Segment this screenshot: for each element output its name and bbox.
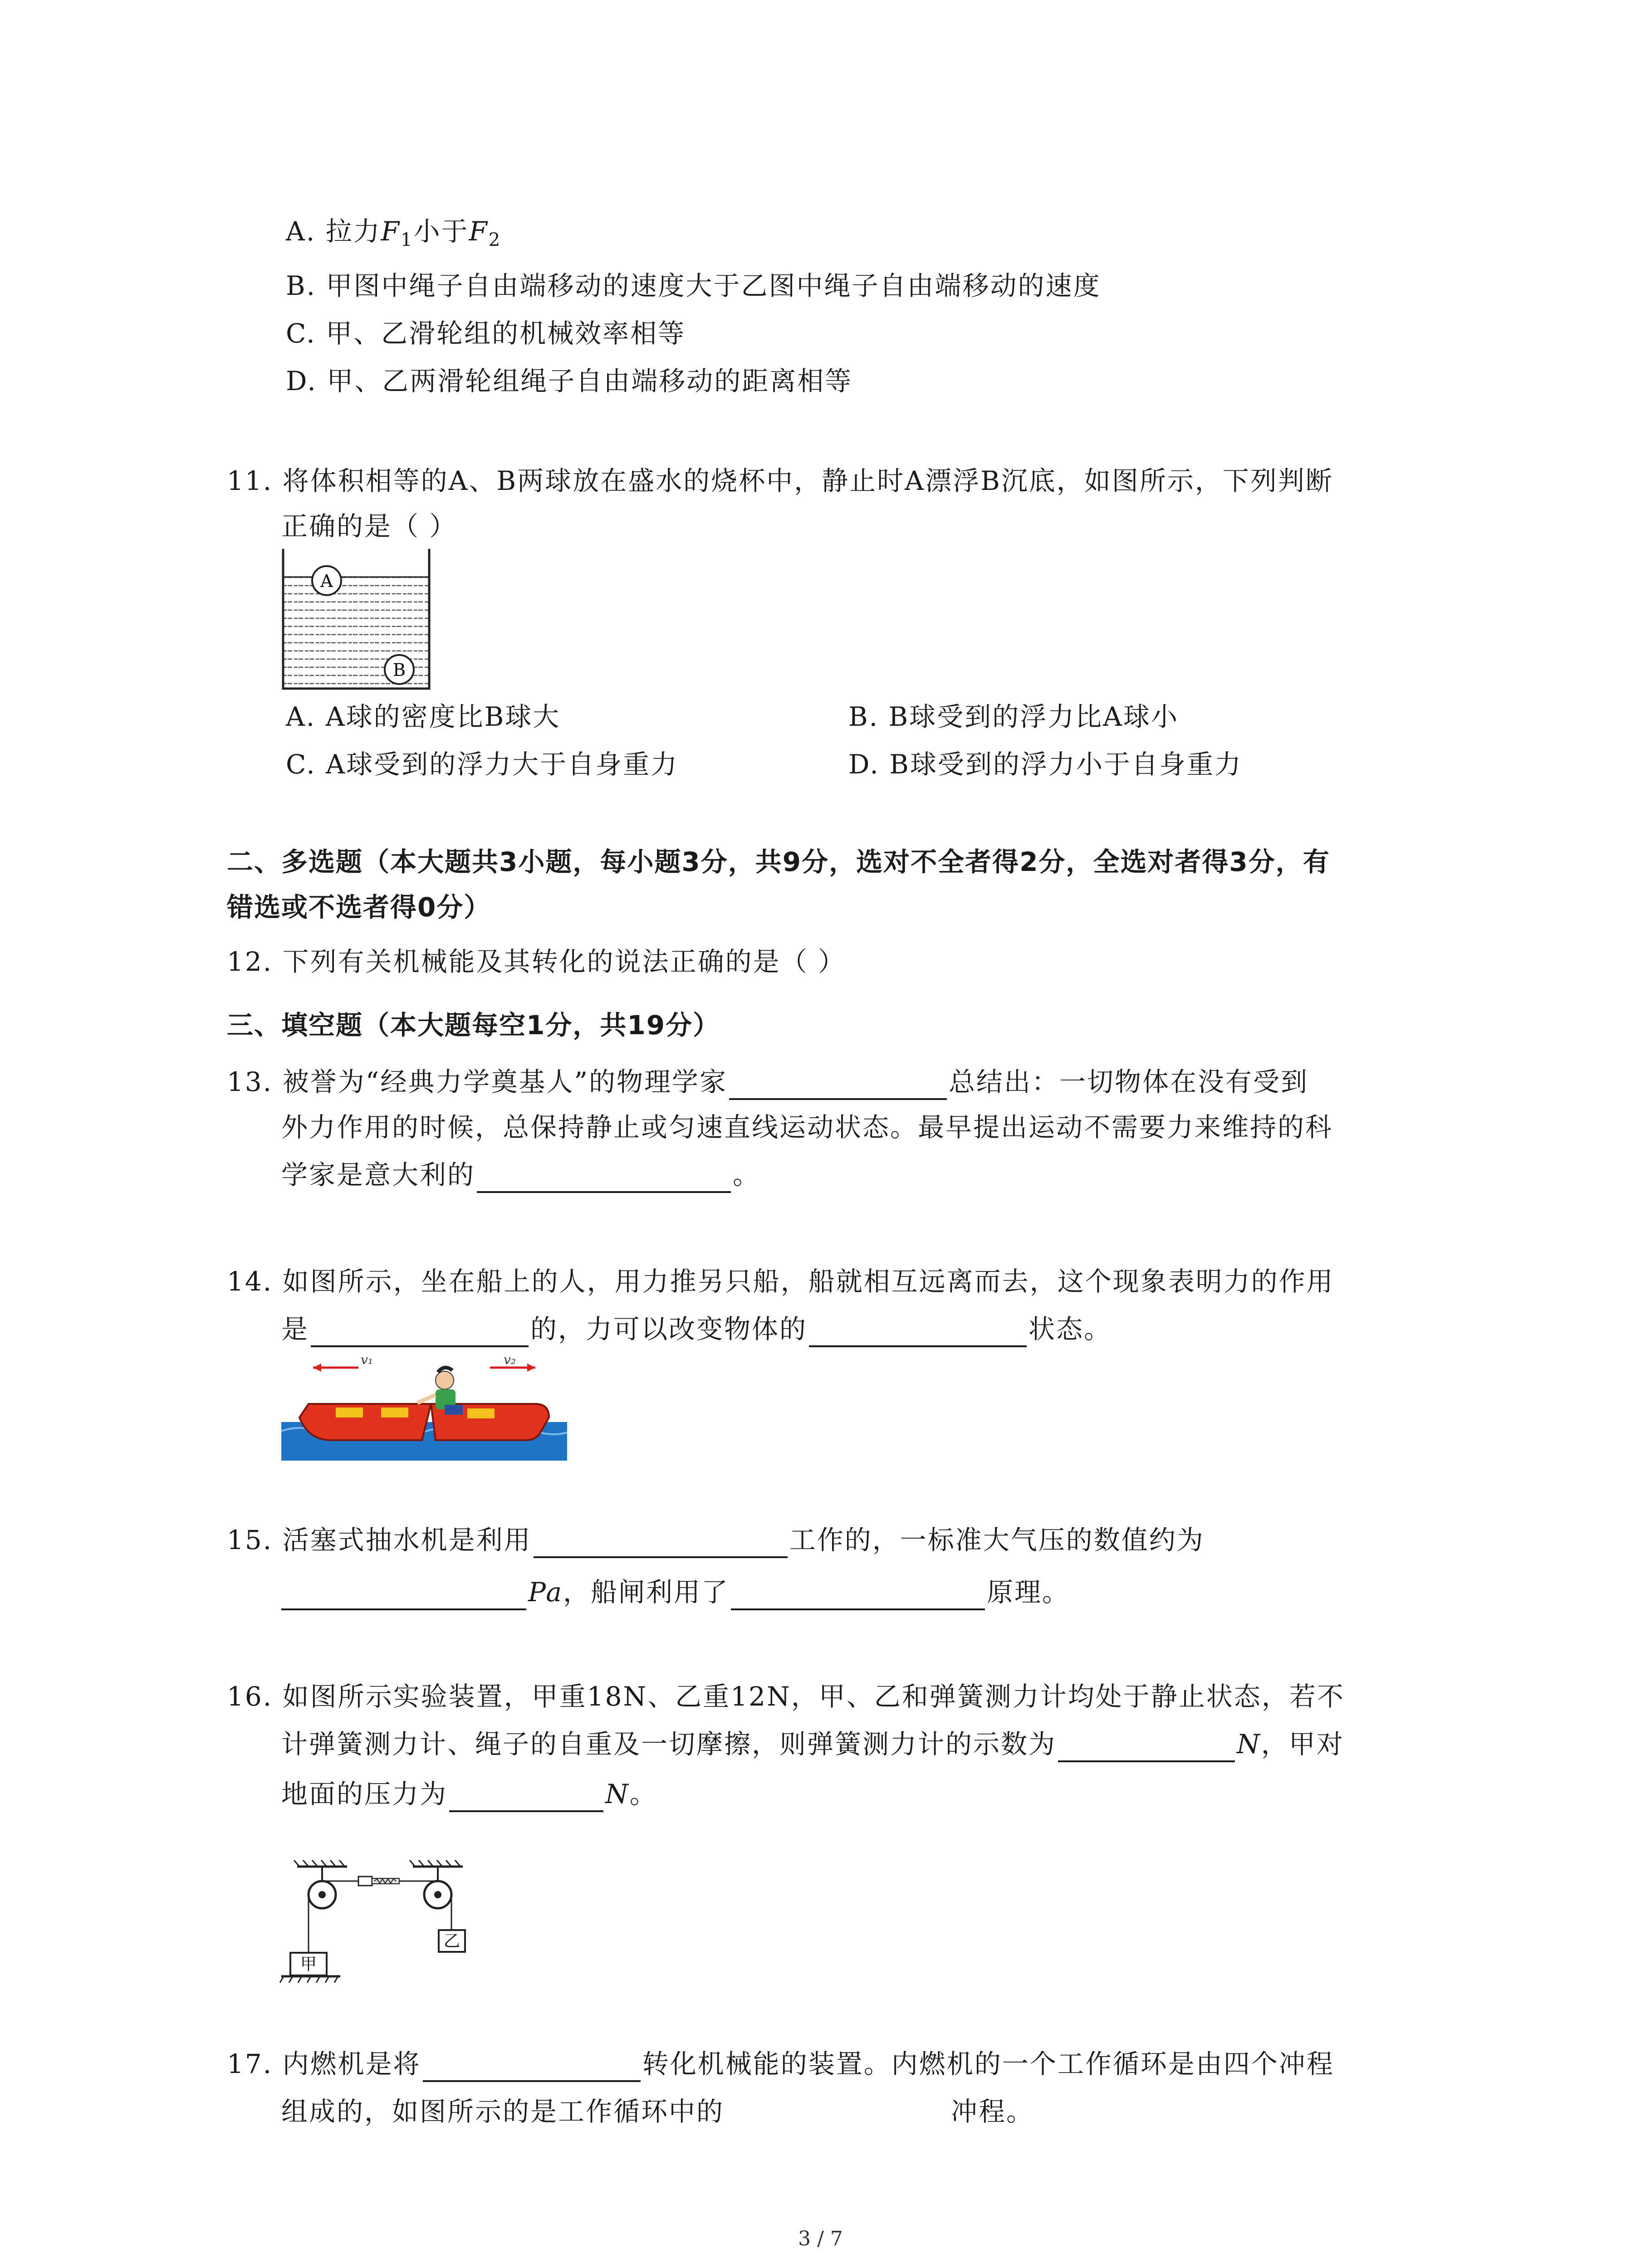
q10-option-b: B. 甲图中绳子自由端移动的速度大于乙图中绳子自由端移动的速度: [286, 270, 1101, 301]
q17-text4: 冲程。: [951, 2096, 1034, 2127]
left-boat: [299, 1404, 431, 1440]
q13-line3: [281, 1157, 760, 1193]
q13-text4: 。: [733, 1159, 761, 1190]
v2-label: v₂: [504, 1354, 516, 1367]
q15-line2: [281, 1574, 1070, 1610]
block-yi-label: 乙: [443, 1932, 460, 1950]
q10-a-f1: F: [381, 216, 401, 247]
boat-figure: [281, 1354, 567, 1461]
q11-stem-line2: 正确的是（ ）: [281, 511, 457, 542]
q14-blank2[interactable]: [809, 1317, 1027, 1347]
q10-a-sub1: 1: [401, 230, 414, 250]
q15-blank1[interactable]: [534, 1528, 788, 1558]
q13-line2: 外力作用的时候，总保持静止或匀速直线运动状态。最早提出运动不需要力来维持的科: [281, 1112, 1333, 1143]
q15-text1: 15. 活塞式抽水机是利用: [227, 1525, 532, 1555]
q12-stem: 12. 下列有关机械能及其转化的说法正确的是（ ）: [227, 946, 846, 977]
person-head: [436, 1371, 454, 1389]
q17-line1: [227, 2046, 1334, 2082]
q14-blank1[interactable]: [311, 1317, 529, 1347]
q16-unit2: N: [605, 1779, 630, 1809]
q17-text2: 转化机械能的装置。内燃机的一个工作循环是由四个冲程: [642, 2048, 1334, 2079]
q17-text3: 组成的，如图所示的是工作循环中的: [281, 2096, 725, 2127]
q14-line1: 14. 如图所示，坐在船上的人，用力推另只船，船就相互远离而去，这个现象表明力的作用: [227, 1266, 1334, 1297]
q13-text2: 总结出：一切物体在没有受到: [948, 1066, 1308, 1097]
q13-text1: 13. 被誉为“经典力学奠基人”的物理学家: [227, 1066, 727, 1097]
q13-blank2[interactable]: [477, 1163, 731, 1193]
ball-b-label: B: [393, 660, 406, 680]
q14-text2: 的，力可以改变物体的: [530, 1314, 808, 1344]
q15-blank3[interactable]: [731, 1580, 985, 1610]
q10-option-c: C. 甲、乙滑轮组的机械效率相等: [286, 318, 686, 349]
q15-text4: 原理。: [987, 1577, 1070, 1608]
q15-unit: Pa: [528, 1577, 563, 1608]
q16-text3: 地面的压力为: [281, 1779, 448, 1809]
q11-option-d: D. B球受到的浮力小于自身重力: [848, 749, 1242, 780]
page-number: 3 / 7: [798, 2227, 843, 2250]
q10-a-mid: 小于: [413, 216, 469, 247]
section2-heading-line1: 二、多选题（本大题共3小题，每小题3分，共9分，选对不全者得2分，全选对者得3分，有: [227, 846, 1330, 877]
q17-text1: 17. 内燃机是将: [227, 2048, 421, 2079]
q16-line1: 16. 如图所示实验装置，甲重18N、乙重12N，甲、乙和弹簧测力计均处于静止状态，若不: [227, 1681, 1345, 1712]
q16-text4: 。: [629, 1779, 657, 1809]
v1-label: v₁: [361, 1354, 373, 1367]
q10-a-prefix: A. 拉力: [286, 216, 381, 247]
q14-line2: [281, 1311, 1112, 1347]
q10-a-sub2: 2: [488, 230, 502, 250]
ball-a-label: A: [320, 571, 333, 591]
q14-text3: 状态。: [1029, 1314, 1112, 1344]
q11-option-a: A. A球的密度比B球大: [286, 701, 561, 732]
q15-line1: [227, 1522, 1205, 1558]
section2-heading-line2: 错选或不选者得0分）: [227, 892, 491, 923]
q16-unit1: N: [1237, 1729, 1261, 1760]
q15-blank2[interactable]: [281, 1580, 526, 1610]
q15-text2: 工作的，一标准大气压的数值约为: [789, 1525, 1205, 1555]
q14-text1: 是: [281, 1314, 309, 1344]
q17-blank1[interactable]: [423, 2052, 641, 2082]
beaker-figure: [277, 549, 436, 694]
q11-option-c: C. A球受到的浮力大于自身重力: [286, 749, 679, 780]
section3-heading: 三、填空题（本大题每空1分，共19分）: [227, 1010, 720, 1041]
q11-option-b: B. B球受到的浮力比A球小: [848, 701, 1179, 732]
q16-blank1[interactable]: [1058, 1732, 1235, 1762]
q10-option-d: D. 甲、乙两滑轮组绳子自由端移动的距离相等: [286, 366, 853, 396]
q16-line2: [281, 1726, 1344, 1762]
pulley-figure: [279, 1857, 474, 1984]
q16-text1: 计弹簧测力计、绳子的自重及一切摩擦，则弹簧测力计的示数为: [281, 1729, 1057, 1760]
q16-text2: ，甲对: [1261, 1729, 1344, 1760]
q10-a-f2: F: [469, 216, 489, 247]
q16-blank2[interactable]: [449, 1782, 603, 1812]
q13-text3: 学家是意大利的: [281, 1159, 475, 1190]
block-jia-label: 甲: [300, 1955, 317, 1974]
q16-line3: [281, 1776, 657, 1812]
q17-line2: [281, 2093, 1034, 2130]
q15-text3: ，船闸利用了: [563, 1577, 730, 1608]
q13-blank1[interactable]: [729, 1070, 947, 1100]
q11-stem-line1: 11. 将体积相等的A、B两球放在盛水的烧杯中，静止时A漂浮B沉底，如图所示，下列判断: [227, 465, 1333, 496]
q10-option-a: [286, 213, 501, 258]
q13-line1: [227, 1064, 1308, 1100]
